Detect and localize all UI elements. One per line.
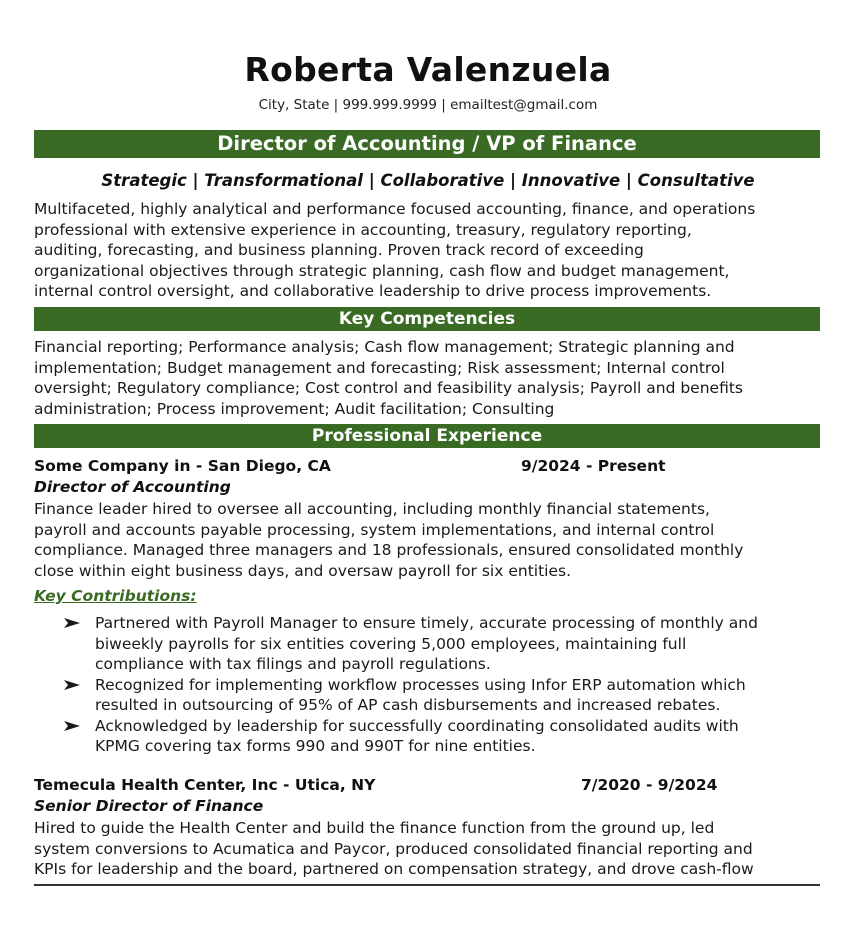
bullet-line: Partnered with Payroll Manager to ensure timely, accurate processing of monthly and bbox=[95, 614, 758, 632]
job-header bbox=[34, 457, 824, 475]
contact-info: City, State | 999.999.9999 | emailtest@gmail.com bbox=[258, 97, 598, 113]
candidate-name: Roberta Valenzuela bbox=[244, 50, 612, 89]
arrow-bullet-icon bbox=[64, 721, 80, 731]
bullet-line: biweekly payrolls for six entities covering 5,000 employees, maintaining full bbox=[95, 634, 687, 653]
description-line: KPIs for leadership and the board, partnered on compensation strategy, and drove cash-flow bbox=[34, 860, 754, 878]
arrow-bullet-icon bbox=[64, 618, 80, 628]
summary-paragraph bbox=[34, 199, 824, 302]
page-cut-divider bbox=[34, 884, 820, 886]
competency-line: oversight; Regulatory compliance; Cost control and feasibility analysis; Payroll and benefits bbox=[34, 379, 743, 397]
bullet-line: Recognized for implementing workflow processes using Infor ERP automation which bbox=[95, 675, 746, 694]
job-header bbox=[34, 776, 824, 794]
description-line: close within eight business days, and oversaw payroll for six entities. bbox=[34, 561, 572, 580]
tagline: Strategic | Transformational | Collaborative | Innovative | Consultative bbox=[101, 171, 755, 190]
description-line: payroll and accounts payable processing, system implementations, and internal control bbox=[34, 520, 715, 539]
summary-line: auditing, forecasting, and business planning. Proven track record of exceeding bbox=[34, 241, 644, 259]
summary-line: professional with extensive experience in accounting, treasury, regulatory reporting, bbox=[34, 220, 692, 239]
job-company: Temecula Health Center, Inc - Utica, NY bbox=[34, 776, 376, 794]
competency-line: implementation; Budget management and forecasting; Risk assessment; Internal control bbox=[34, 358, 725, 377]
description-line: compliance. Managed three managers and 18 professionals, ensured consolidated monthly bbox=[34, 541, 744, 559]
list-item bbox=[34, 675, 824, 716]
job-role: Director of Accounting bbox=[34, 478, 231, 496]
competency-line: Financial reporting; Performance analysis; Cash flow management; Strategic planning and bbox=[34, 338, 735, 356]
description-line: Finance leader hired to oversee all accounting, including monthly financial statements, bbox=[34, 500, 710, 518]
arrow-bullet-icon bbox=[64, 680, 80, 690]
list-item bbox=[34, 613, 824, 675]
competencies-heading: Key Competencies bbox=[34, 307, 820, 331]
job-dates: 7/2020 - 9/2024 bbox=[581, 776, 718, 794]
summary-line: Multifaceted, highly analytical and performance focused accounting, finance, and operations bbox=[34, 200, 756, 218]
bullet-line: KPMG covering tax forms 990 and 990T for nine entities. bbox=[95, 737, 536, 755]
list-item bbox=[34, 716, 824, 757]
title-bar: Director of Accounting / VP of Finance bbox=[34, 130, 820, 158]
description-line: Hired to guide the Health Center and build the finance function from the ground up, led bbox=[34, 819, 715, 837]
job-description bbox=[34, 499, 824, 581]
summary-line: organizational objectives through strategic planning, cash flow and budget management, bbox=[34, 261, 730, 280]
contributions-list bbox=[34, 613, 824, 757]
job-company: Some Company in - San Diego, CA bbox=[34, 457, 331, 475]
job-role: Senior Director of Finance bbox=[34, 797, 264, 815]
key-contributions-label: Key Contributions: bbox=[34, 587, 197, 605]
competency-line: administration; Process improvement; Audit facilitation; Consulting bbox=[34, 399, 555, 418]
description-line: system conversions to Acumatica and Paycor, produced consolidated financial reporting and bbox=[34, 839, 753, 858]
bullet-line: resulted in outsourcing of 95% of AP cash disbursements and increased rebates. bbox=[95, 696, 721, 714]
competencies-paragraph bbox=[34, 337, 824, 419]
job-description bbox=[34, 818, 824, 880]
summary-line: internal control oversight, and collaborative leadership to drive process improvements. bbox=[34, 282, 712, 300]
bullet-line: compliance with tax filings and payroll regulations. bbox=[95, 655, 491, 673]
bullet-line: Acknowledged by leadership for successfully coordinating consolidated audits with bbox=[95, 716, 739, 735]
job-dates: 9/2024 - Present bbox=[521, 457, 666, 475]
experience-heading: Professional Experience bbox=[34, 424, 820, 448]
